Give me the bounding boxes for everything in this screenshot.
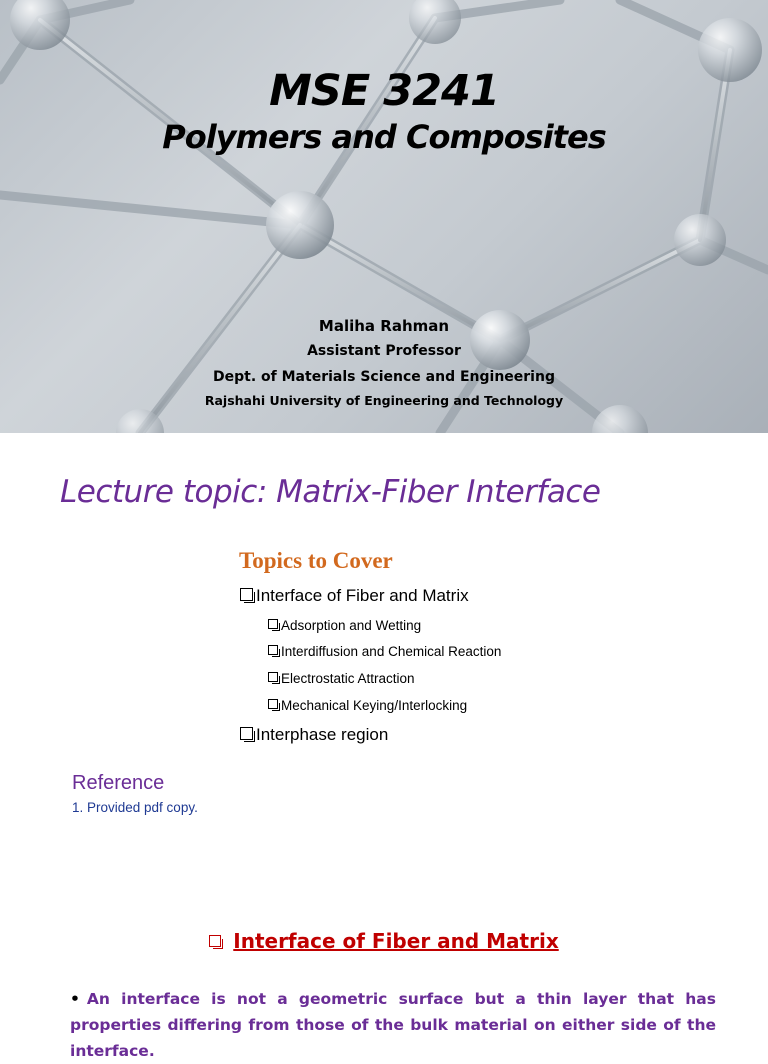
checkbox-square-icon — [268, 619, 278, 629]
topic-label: Interface of Fiber and Matrix — [256, 586, 469, 605]
author-university: Rajshahi University of Engineering and Technology — [204, 393, 564, 408]
checkbox-square-icon — [240, 727, 253, 740]
author-name: Maliha Rahman — [318, 317, 450, 335]
subtopic-item — [268, 671, 415, 686]
bullet-text: An interface is not a geometric surface but a thin layer that has properties differing from those of the bulk material on either side of the interface. — [70, 990, 716, 1060]
subtopic-label: Adsorption and Wetting — [281, 618, 422, 633]
section-heading — [0, 929, 768, 953]
topics-heading: Topics to Cover — [239, 548, 393, 573]
checkbox-square-icon — [268, 672, 278, 682]
topic-item — [240, 725, 388, 745]
lecture-topic: Lecture topic: Matrix-Fiber Interface — [60, 474, 601, 510]
subtopic-label: Interdiffusion and Chemical Reaction — [281, 644, 502, 659]
subtopic-item — [268, 698, 467, 713]
bullet-paragraph — [70, 986, 716, 1064]
subtopic-label: Electrostatic Attraction — [281, 671, 415, 686]
author-title: Assistant Professor — [307, 343, 461, 359]
author-department: Dept. of Materials Science and Engineering — [213, 369, 555, 385]
reference-heading: Reference — [72, 772, 165, 794]
topic-item — [240, 586, 469, 606]
subtopic-label: Mechanical Keying/Interlocking — [281, 698, 468, 713]
course-code: MSE 3241 — [269, 66, 499, 116]
author-block — [0, 314, 768, 412]
bullet-icon: • — [70, 990, 80, 1008]
course-name: Polymers and Composites — [162, 118, 606, 156]
topic-label: Interphase region — [256, 725, 389, 744]
checkbox-square-icon — [268, 699, 278, 709]
section-heading-text: Interface of Fiber and Matrix — [233, 929, 559, 953]
checkbox-square-icon — [240, 588, 253, 601]
subtopic-item — [268, 644, 501, 659]
checkbox-square-icon — [209, 935, 221, 947]
checkbox-square-icon — [268, 645, 278, 655]
subtopic-item — [268, 618, 421, 633]
reference-item: 1. Provided pdf copy. — [72, 800, 198, 815]
title-slide — [0, 0, 768, 433]
